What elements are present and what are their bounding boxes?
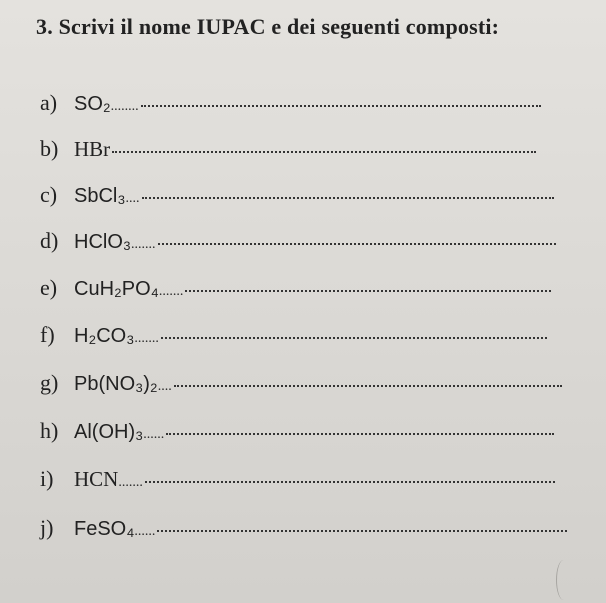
exercise-item-g [40, 370, 562, 396]
exercise-item-d [40, 228, 556, 254]
item-formula: SO₂ [74, 93, 111, 115]
item-formula: Al(OH)₃ [74, 421, 144, 443]
exercise-item-a [40, 90, 541, 116]
answer-line[interactable] [141, 105, 541, 107]
exercise-title: 3. Scrivi il nome IUPAC e dei seguenti composti: [36, 14, 500, 39]
item-label: e) [40, 275, 58, 300]
item-leader: ...... [134, 524, 156, 539]
item-leader: ....... [134, 331, 159, 346]
item-label: i) [40, 466, 54, 491]
answer-line[interactable] [166, 433, 554, 435]
answer-line[interactable] [161, 337, 547, 339]
answer-line[interactable] [142, 197, 554, 199]
item-label: c) [40, 182, 58, 207]
item-formula: Pb(NO₃)₂ [74, 373, 158, 395]
item-label: h) [40, 418, 59, 443]
exercise-item-i [40, 466, 555, 492]
item-label: d) [40, 228, 59, 253]
paper-curl-mark [556, 560, 571, 600]
item-leader: ........ [110, 99, 139, 114]
item-leader: ....... [158, 284, 184, 299]
exercise-item-c [40, 182, 554, 208]
answer-line[interactable] [185, 290, 551, 292]
answer-line[interactable] [174, 385, 562, 387]
item-formula: H₂CO₃ [74, 325, 135, 347]
item-formula: CuH₂PO₄ [74, 278, 159, 300]
answer-line[interactable] [157, 530, 567, 532]
item-formula: HCN [74, 467, 119, 491]
item-leader: ....... [118, 475, 143, 490]
answer-line[interactable] [145, 481, 555, 483]
answer-line[interactable] [158, 243, 556, 245]
item-leader: .... [125, 191, 140, 206]
item-label: a) [40, 90, 58, 115]
exercise-item-f [40, 322, 547, 348]
item-formula: HBr [74, 137, 111, 161]
item-formula: SbCl₃ [74, 185, 126, 207]
item-formula: HClO₃ [74, 231, 132, 253]
item-label: j) [40, 515, 54, 540]
item-label: b) [40, 136, 59, 161]
answer-line[interactable] [112, 151, 536, 153]
item-label: f) [40, 322, 55, 347]
item-formula: FeSO₄ [74, 518, 135, 540]
item-leader: ....... [131, 237, 156, 252]
item-leader: .... [157, 379, 172, 394]
item-leader: ...... [143, 427, 165, 442]
exercise-item-j [40, 515, 567, 541]
item-label: g) [40, 370, 59, 395]
exercise-item-b [40, 136, 536, 162]
exercise-item-h [40, 418, 554, 444]
exercise-item-e [40, 275, 551, 301]
